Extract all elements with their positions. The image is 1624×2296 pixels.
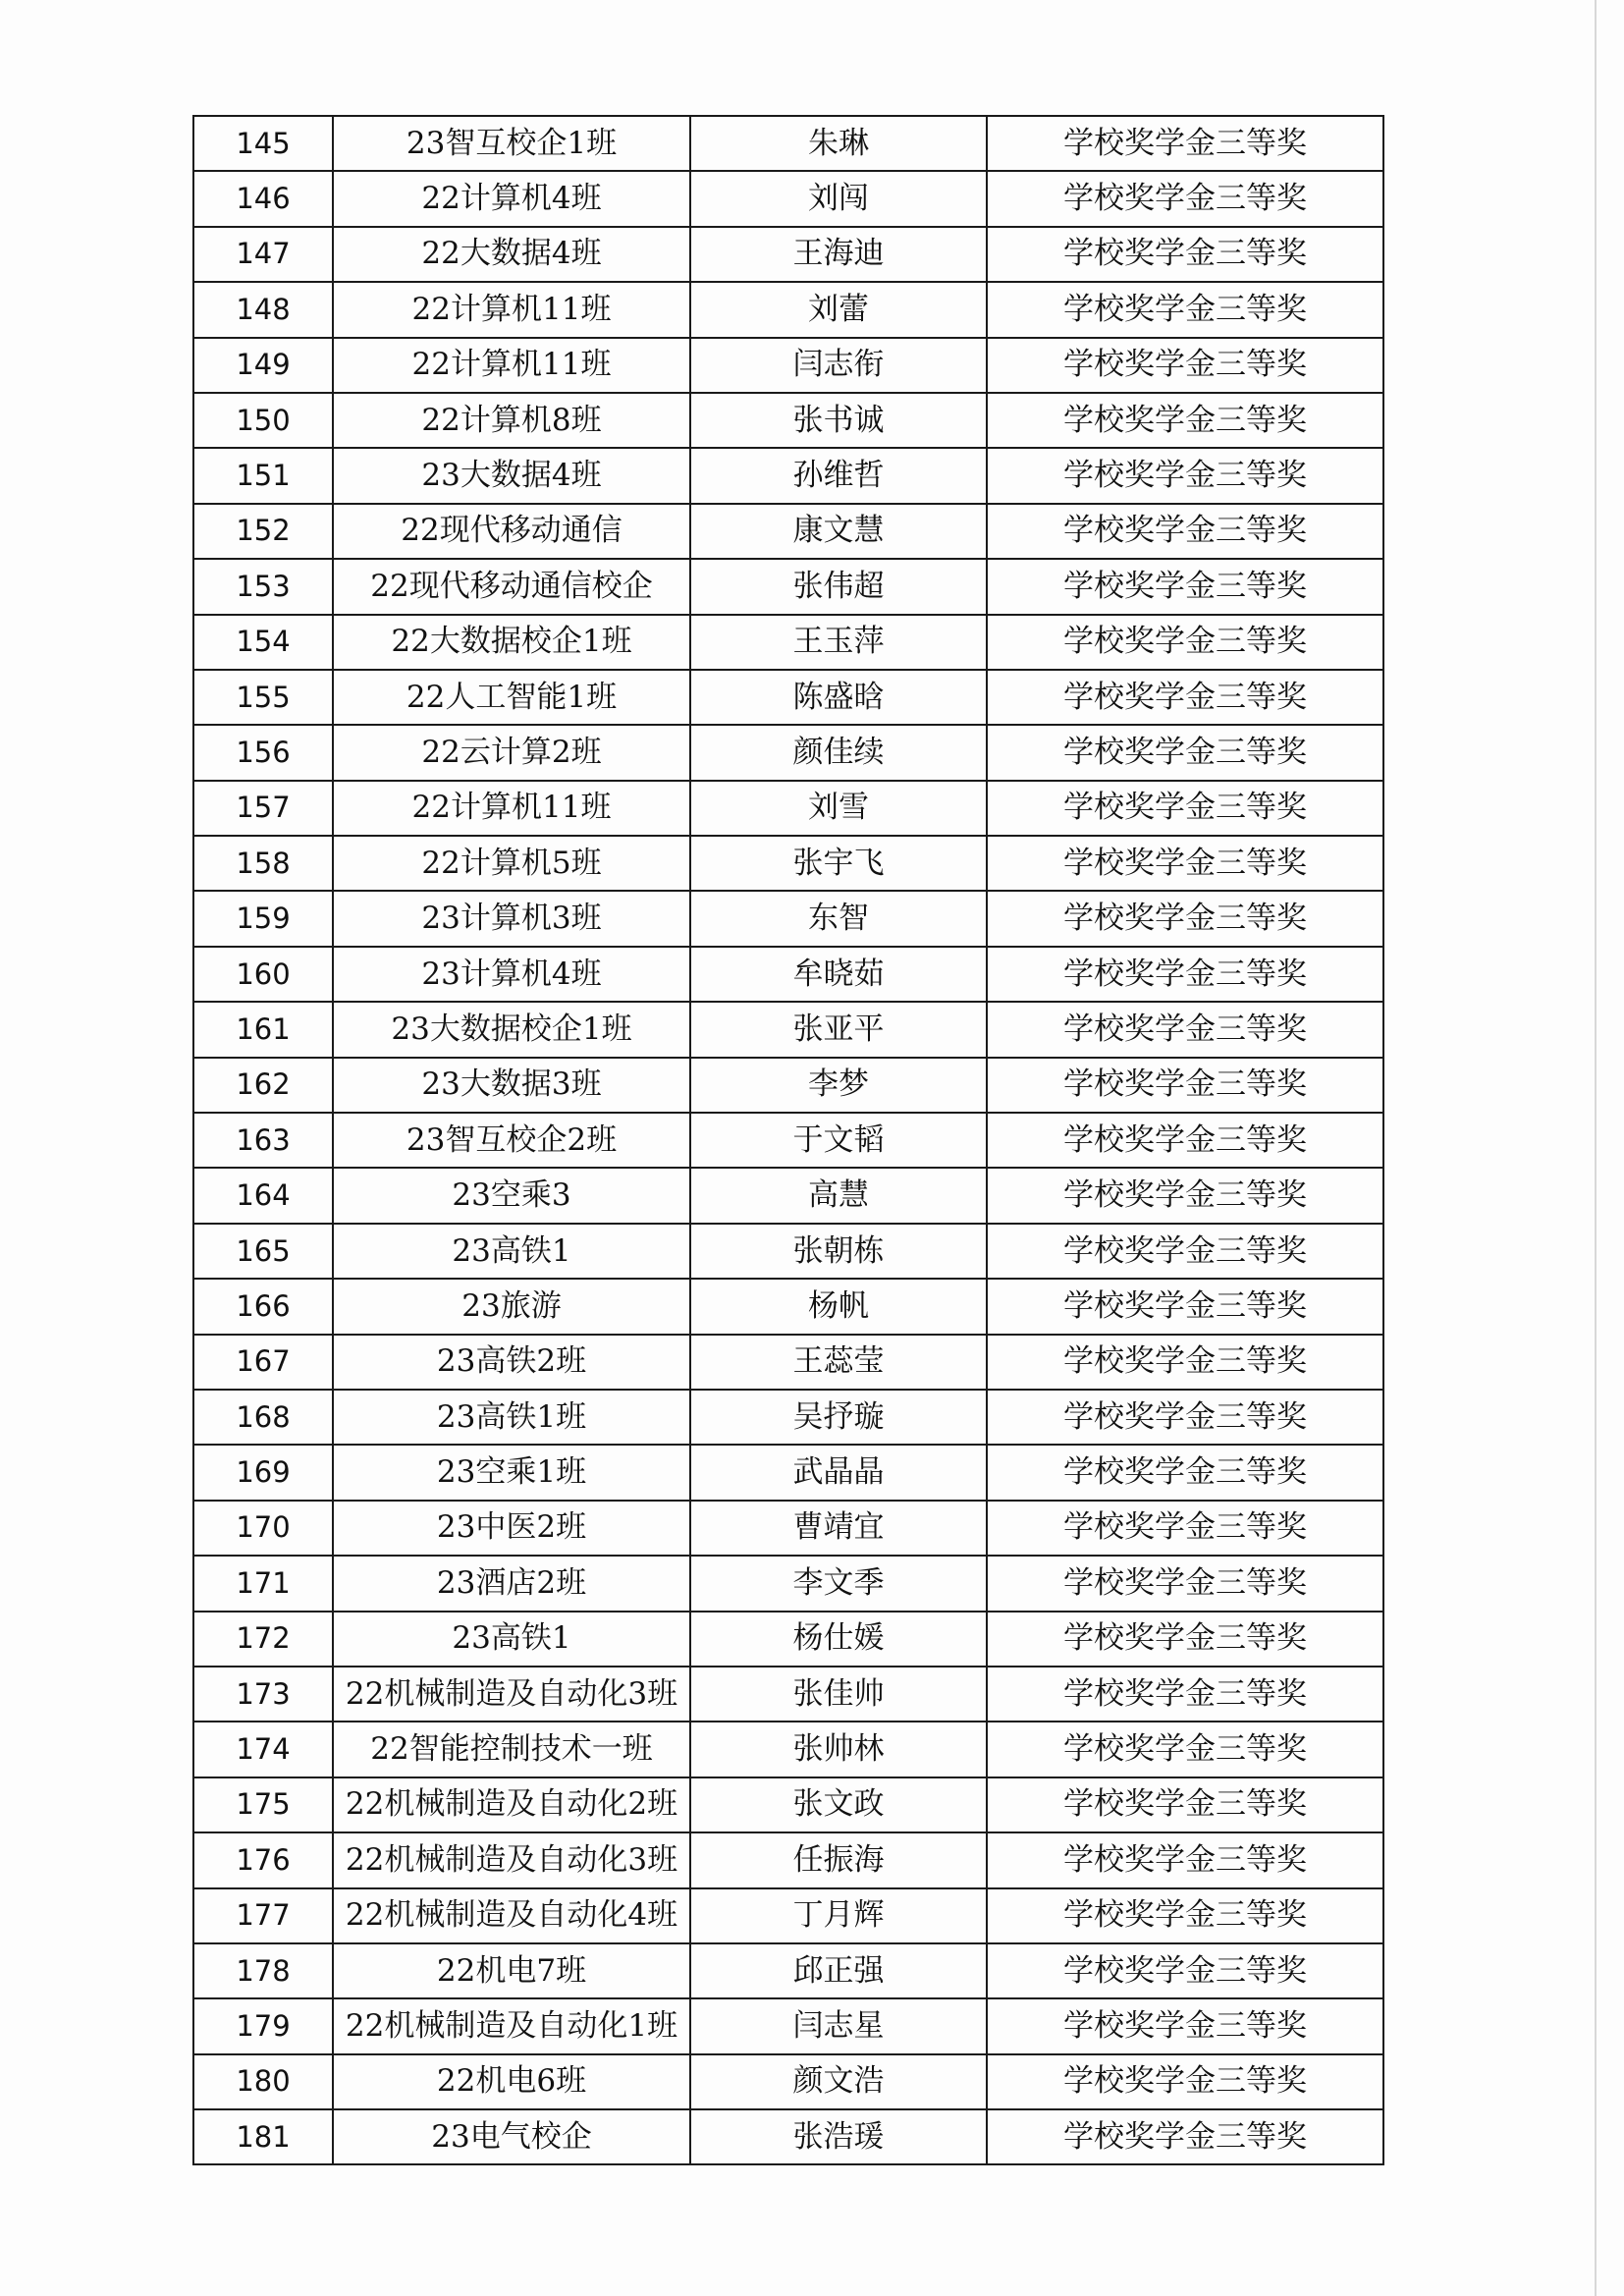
class-name-cell: 22机电6班 [333, 2054, 690, 2109]
student-name-cell: 颜文浩 [690, 2054, 987, 2109]
award-level-cell: 学校奖学金三等奖 [987, 725, 1383, 780]
award-level-cell: 学校奖学金三等奖 [987, 947, 1383, 1002]
award-level-cell: 学校奖学金三等奖 [987, 116, 1383, 171]
table-row [193, 227, 1383, 282]
class-name-cell: 23空乘3 [333, 1168, 690, 1223]
award-level-cell: 学校奖学金三等奖 [987, 1612, 1383, 1667]
table-row [193, 1058, 1383, 1113]
table-row [193, 1777, 1383, 1832]
award-level-cell: 学校奖学金三等奖 [987, 1667, 1383, 1722]
row-number-cell: 170 [193, 1501, 333, 1556]
student-name-cell: 牟晓茹 [690, 947, 987, 1002]
class-name-cell: 22现代移动通信 [333, 504, 690, 559]
row-number-cell: 157 [193, 781, 333, 836]
class-name-cell: 23智互校企2班 [333, 1113, 690, 1168]
student-name-cell: 刘蕾 [690, 282, 987, 337]
award-level-cell: 学校奖学金三等奖 [987, 615, 1383, 670]
table-row [193, 2054, 1383, 2109]
table-row [193, 504, 1383, 559]
table-row [193, 615, 1383, 670]
award-level-cell: 学校奖学金三等奖 [987, 1998, 1383, 2053]
student-name-cell: 张伟超 [690, 559, 987, 614]
student-name-cell: 孙维哲 [690, 448, 987, 503]
row-number-cell: 145 [193, 116, 333, 171]
class-name-cell: 23酒店2班 [333, 1556, 690, 1611]
row-number-cell: 146 [193, 171, 333, 226]
award-level-cell: 学校奖学金三等奖 [987, 891, 1383, 946]
award-level-cell: 学校奖学金三等奖 [987, 1556, 1383, 1611]
table-row [193, 1501, 1383, 1556]
student-name-cell: 高慧 [690, 1168, 987, 1223]
class-name-cell: 22计算机11班 [333, 282, 690, 337]
table-row [193, 1168, 1383, 1223]
award-level-cell: 学校奖学金三等奖 [987, 2109, 1383, 2164]
class-name-cell: 23高铁1班 [333, 1390, 690, 1445]
class-name-cell: 23智互校企1班 [333, 116, 690, 171]
student-name-cell: 闫志星 [690, 1998, 987, 2053]
class-name-cell: 23计算机4班 [333, 947, 690, 1002]
student-name-cell: 张帅林 [690, 1722, 987, 1777]
student-name-cell: 张浩瑗 [690, 2109, 987, 2164]
table-row [193, 1943, 1383, 1998]
class-name-cell: 22计算机4班 [333, 171, 690, 226]
table-row [193, 1445, 1383, 1500]
table-row [193, 1224, 1383, 1279]
class-name-cell: 22计算机11班 [333, 338, 690, 393]
table-row [193, 2109, 1383, 2164]
row-number-cell: 163 [193, 1113, 333, 1168]
award-level-cell: 学校奖学金三等奖 [987, 1224, 1383, 1279]
award-level-cell: 学校奖学金三等奖 [987, 1168, 1383, 1223]
class-name-cell: 22现代移动通信校企 [333, 559, 690, 614]
row-number-cell: 162 [193, 1058, 333, 1113]
student-name-cell: 杨帆 [690, 1279, 987, 1334]
row-number-cell: 181 [193, 2109, 333, 2164]
table-row [193, 670, 1383, 725]
award-level-cell: 学校奖学金三等奖 [987, 2054, 1383, 2109]
row-number-cell: 175 [193, 1777, 333, 1832]
table-row [193, 947, 1383, 1002]
row-number-cell: 156 [193, 725, 333, 780]
class-name-cell: 22人工智能1班 [333, 670, 690, 725]
class-name-cell: 23空乘1班 [333, 1445, 690, 1500]
row-number-cell: 171 [193, 1556, 333, 1611]
row-number-cell: 165 [193, 1224, 333, 1279]
table-row [193, 1722, 1383, 1777]
table-row [193, 171, 1383, 226]
table-row [193, 1335, 1383, 1390]
row-number-cell: 151 [193, 448, 333, 503]
class-name-cell: 22机械制造及自动化3班 [333, 1667, 690, 1722]
row-number-cell: 149 [193, 338, 333, 393]
award-level-cell: 学校奖学金三等奖 [987, 1888, 1383, 1943]
student-name-cell: 东智 [690, 891, 987, 946]
award-level-cell: 学校奖学金三等奖 [987, 1058, 1383, 1113]
row-number-cell: 169 [193, 1445, 333, 1500]
row-number-cell: 150 [193, 393, 333, 448]
award-level-cell: 学校奖学金三等奖 [987, 227, 1383, 282]
class-name-cell: 23高铁1 [333, 1224, 690, 1279]
class-name-cell: 22机械制造及自动化1班 [333, 1998, 690, 2053]
student-name-cell: 丁月辉 [690, 1888, 987, 1943]
class-name-cell: 22计算机11班 [333, 781, 690, 836]
class-name-cell: 22云计算2班 [333, 725, 690, 780]
row-number-cell: 176 [193, 1832, 333, 1887]
row-number-cell: 173 [193, 1667, 333, 1722]
award-level-cell: 学校奖学金三等奖 [987, 1390, 1383, 1445]
table-row [193, 1556, 1383, 1611]
class-name-cell: 22智能控制技术一班 [333, 1722, 690, 1777]
table-row [193, 338, 1383, 393]
award-level-cell: 学校奖学金三等奖 [987, 504, 1383, 559]
class-name-cell: 22大数据校企1班 [333, 615, 690, 670]
row-number-cell: 161 [193, 1002, 333, 1057]
row-number-cell: 155 [193, 670, 333, 725]
award-level-cell: 学校奖学金三等奖 [987, 670, 1383, 725]
award-level-cell: 学校奖学金三等奖 [987, 836, 1383, 891]
row-number-cell: 164 [193, 1168, 333, 1223]
student-name-cell: 康文慧 [690, 504, 987, 559]
row-number-cell: 177 [193, 1888, 333, 1943]
row-number-cell: 159 [193, 891, 333, 946]
table-row [193, 1888, 1383, 1943]
student-name-cell: 颜佳续 [690, 725, 987, 780]
scholarship-award-table [192, 115, 1384, 2165]
class-name-cell: 23大数据3班 [333, 1058, 690, 1113]
student-name-cell: 曹靖宜 [690, 1501, 987, 1556]
row-number-cell: 160 [193, 947, 333, 1002]
page-edge-divider [1595, 0, 1597, 2296]
student-name-cell: 张佳帅 [690, 1667, 987, 1722]
award-level-cell: 学校奖学金三等奖 [987, 1335, 1383, 1390]
award-level-cell: 学校奖学金三等奖 [987, 1501, 1383, 1556]
table-row [193, 891, 1383, 946]
student-name-cell: 王蕊莹 [690, 1335, 987, 1390]
class-name-cell: 22计算机8班 [333, 393, 690, 448]
table-row [193, 1667, 1383, 1722]
student-name-cell: 张亚平 [690, 1002, 987, 1057]
class-name-cell: 23电气校企 [333, 2109, 690, 2164]
award-level-cell: 学校奖学金三等奖 [987, 171, 1383, 226]
row-number-cell: 166 [193, 1279, 333, 1334]
class-name-cell: 23高铁2班 [333, 1335, 690, 1390]
student-name-cell: 刘闯 [690, 171, 987, 226]
table-row [193, 393, 1383, 448]
award-table-body [193, 116, 1383, 2164]
table-row [193, 1612, 1383, 1667]
award-level-cell: 学校奖学金三等奖 [987, 559, 1383, 614]
award-level-cell: 学校奖学金三等奖 [987, 393, 1383, 448]
student-name-cell: 于文韬 [690, 1113, 987, 1168]
student-name-cell: 刘雪 [690, 781, 987, 836]
row-number-cell: 168 [193, 1390, 333, 1445]
award-level-cell: 学校奖学金三等奖 [987, 1113, 1383, 1168]
award-level-cell: 学校奖学金三等奖 [987, 1832, 1383, 1887]
student-name-cell: 李梦 [690, 1058, 987, 1113]
class-name-cell: 23计算机3班 [333, 891, 690, 946]
class-name-cell: 22计算机5班 [333, 836, 690, 891]
class-name-cell: 23大数据4班 [333, 448, 690, 503]
award-level-cell: 学校奖学金三等奖 [987, 1279, 1383, 1334]
class-name-cell: 22机械制造及自动化3班 [333, 1832, 690, 1887]
student-name-cell: 任振海 [690, 1832, 987, 1887]
table-row [193, 1390, 1383, 1445]
class-name-cell: 23大数据校企1班 [333, 1002, 690, 1057]
award-level-cell: 学校奖学金三等奖 [987, 1777, 1383, 1832]
class-name-cell: 22大数据4班 [333, 227, 690, 282]
row-number-cell: 172 [193, 1612, 333, 1667]
table-row [193, 559, 1383, 614]
student-name-cell: 张朝栋 [690, 1224, 987, 1279]
award-level-cell: 学校奖学金三等奖 [987, 1943, 1383, 1998]
row-number-cell: 179 [193, 1998, 333, 2053]
row-number-cell: 158 [193, 836, 333, 891]
student-name-cell: 杨仕媛 [690, 1612, 987, 1667]
award-level-cell: 学校奖学金三等奖 [987, 1445, 1383, 1500]
row-number-cell: 180 [193, 2054, 333, 2109]
award-level-cell: 学校奖学金三等奖 [987, 1722, 1383, 1777]
row-number-cell: 152 [193, 504, 333, 559]
class-name-cell: 22机电7班 [333, 1943, 690, 1998]
table-row [193, 725, 1383, 780]
table-row [193, 781, 1383, 836]
table-row [193, 1998, 1383, 2053]
student-name-cell: 王玉萍 [690, 615, 987, 670]
student-name-cell: 武晶晶 [690, 1445, 987, 1500]
table-row [193, 1279, 1383, 1334]
table-row [193, 1832, 1383, 1887]
student-name-cell: 陈盛晗 [690, 670, 987, 725]
table-row [193, 448, 1383, 503]
class-name-cell: 23旅游 [333, 1279, 690, 1334]
row-number-cell: 153 [193, 559, 333, 614]
row-number-cell: 154 [193, 615, 333, 670]
student-name-cell: 朱琳 [690, 116, 987, 171]
award-level-cell: 学校奖学金三等奖 [987, 338, 1383, 393]
row-number-cell: 148 [193, 282, 333, 337]
student-name-cell: 吴抒璇 [690, 1390, 987, 1445]
class-name-cell: 22机械制造及自动化2班 [333, 1777, 690, 1832]
award-level-cell: 学校奖学金三等奖 [987, 1002, 1383, 1057]
student-name-cell: 王海迪 [690, 227, 987, 282]
row-number-cell: 174 [193, 1722, 333, 1777]
table-row [193, 116, 1383, 171]
class-name-cell: 23高铁1 [333, 1612, 690, 1667]
award-level-cell: 学校奖学金三等奖 [987, 282, 1383, 337]
table-row [193, 1113, 1383, 1168]
class-name-cell: 22机械制造及自动化4班 [333, 1888, 690, 1943]
table-row [193, 836, 1383, 891]
class-name-cell: 23中医2班 [333, 1501, 690, 1556]
student-name-cell: 张宇飞 [690, 836, 987, 891]
award-level-cell: 学校奖学金三等奖 [987, 448, 1383, 503]
row-number-cell: 178 [193, 1943, 333, 1998]
table-row [193, 1002, 1383, 1057]
student-name-cell: 张书诚 [690, 393, 987, 448]
award-level-cell: 学校奖学金三等奖 [987, 781, 1383, 836]
row-number-cell: 167 [193, 1335, 333, 1390]
student-name-cell: 邱正强 [690, 1943, 987, 1998]
student-name-cell: 闫志衔 [690, 338, 987, 393]
student-name-cell: 张文政 [690, 1777, 987, 1832]
table-row [193, 282, 1383, 337]
student-name-cell: 李文季 [690, 1556, 987, 1611]
row-number-cell: 147 [193, 227, 333, 282]
